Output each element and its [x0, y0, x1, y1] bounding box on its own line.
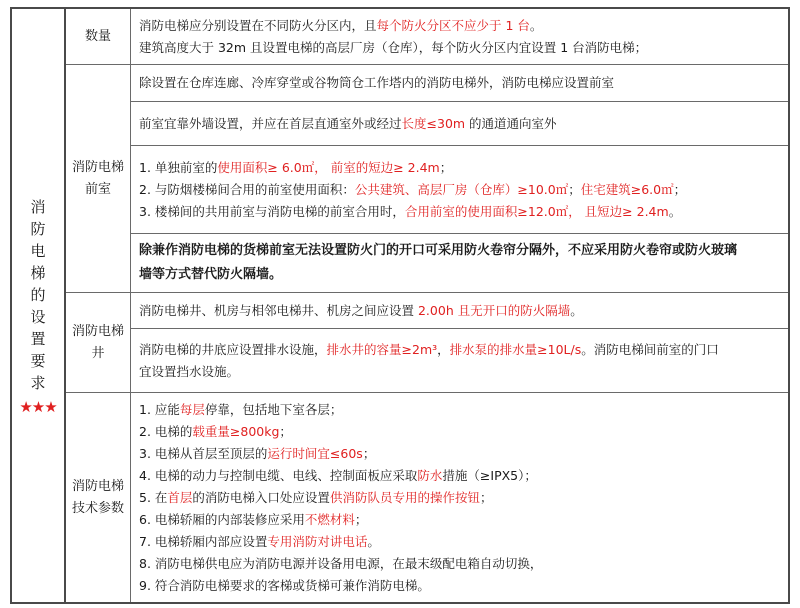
- list-item: [139, 465, 780, 487]
- text-segment: 9. 符合消防电梯要求的客梯或货梯可兼作消防电梯。: [139, 577, 430, 593]
- highlighted-text: 不燃材料: [304, 511, 355, 527]
- shaft-drainage: [131, 329, 788, 393]
- text-segment: 建筑高度大于 32m 且设置电梯的高层厂房（仓库），每个防火分区内宜设置 1 台消防电梯；: [139, 39, 648, 55]
- highlighted-text: 排水泵的排水量≥10L/s: [449, 341, 582, 357]
- text-segment: 8. 消防电梯供电应为消防电源并设备用电源，在最末级配电箱自动切换，: [139, 555, 543, 571]
- text-line: [139, 361, 780, 383]
- text-segment: ；: [479, 489, 493, 505]
- shaft-wall: [131, 293, 788, 329]
- text-segment: 1. 单独前室的: [139, 159, 218, 175]
- text-line: [139, 201, 780, 223]
- text-segment: 的消防电梯入口处应设置: [192, 489, 330, 505]
- highlighted-text: 公共建筑、高层厂房（仓库）≥10.0㎡: [354, 181, 569, 197]
- requirements-table: [10, 7, 790, 604]
- category-anteroom: 消防电梯前室: [66, 65, 131, 293]
- text-segment: ，: [437, 341, 450, 357]
- text-segment: ；: [354, 511, 368, 527]
- text-segment: 除设置在仓库连廊、冷库穿堂或谷物筒仓工作塔内的消防电梯外，消防电梯应设置前室: [139, 75, 615, 90]
- anteroom-location: [131, 102, 788, 146]
- text-segment: 。: [570, 302, 583, 318]
- text-segment: 墙等方式替代防火隔墙。: [139, 267, 283, 282]
- text-segment: 4. 电梯的动力与控制电缆、电线、控制面板应采取: [139, 467, 418, 483]
- highlighted-text: 每层: [179, 401, 205, 417]
- tech-params: [131, 393, 788, 602]
- highlighted-text: 首层: [167, 489, 193, 505]
- text-segment: 宜设置挡水设施。: [139, 363, 240, 379]
- text-segment: 1. 应能: [139, 401, 180, 417]
- text-line: [139, 300, 780, 322]
- text-segment: ；: [673, 181, 687, 197]
- text-segment: 消防电梯井、机房与相邻电梯井、机房之间应设置: [139, 302, 418, 318]
- text-line: [139, 239, 780, 263]
- category-shaft: 消防电梯井: [66, 293, 131, 393]
- text-segment: 除兼作消防电梯的货梯前室无法设置防火门的开口可采用防火卷帘分隔外，不应采用防火卷帘或防火玻璃: [139, 243, 738, 258]
- text-segment: 的通道通向室外: [465, 115, 557, 131]
- list-item: [139, 443, 780, 465]
- text-segment: ；: [568, 181, 581, 197]
- text-segment: 3. 电梯从首层至顶层的: [139, 445, 268, 461]
- importance-stars: ★★★: [19, 397, 57, 416]
- highlighted-text: 使用面积≥ 6.0㎡， 前室的短边≥ 2.4m: [217, 159, 440, 175]
- main-heading: 消 防 电 梯 的 设 置 要 求: [30, 197, 46, 392]
- highlighted-text: 载重量≥800kg: [192, 423, 280, 439]
- text-segment: 6. 电梯轿厢的内部装修应采用: [139, 511, 305, 527]
- text-segment: 。: [668, 203, 682, 219]
- main-heading-column: [12, 9, 66, 602]
- text-segment: 。消防电梯间前室的门口: [581, 341, 719, 357]
- highlighted-text: 住宅建筑≥6.0㎡: [580, 181, 674, 197]
- text-segment: 前室宜靠外墙设置，并应在首层直通室外或经过: [139, 115, 402, 131]
- text-line: [139, 37, 780, 59]
- list-item: [139, 421, 780, 443]
- text-segment: 5. 在: [139, 489, 168, 505]
- text-segment: 消防电梯的井底应设置排水设施，: [139, 341, 327, 357]
- text-segment: 消防电梯应分别设置在不同防火分区内，且: [139, 17, 377, 33]
- text-segment: 2. 电梯的: [139, 423, 193, 439]
- highlighted-text: 专用消防对讲电话: [267, 533, 368, 549]
- text-segment: ；: [362, 445, 376, 461]
- list-item: [139, 553, 780, 575]
- text-segment: 3. 楼梯间的共用前室与消防电梯的前室合用时，: [139, 203, 405, 219]
- highlighted-text: 每个防火分区不应少于 1 台: [376, 17, 530, 33]
- anteroom-partition: [131, 234, 788, 293]
- text-segment: 停靠，包括地下室各层；: [204, 401, 343, 417]
- list-item: [139, 487, 780, 509]
- category-tech: 消防电梯技术参数: [66, 393, 131, 602]
- text-line: [139, 157, 780, 179]
- anteroom-requirement: [131, 65, 788, 102]
- text-line: [139, 113, 780, 135]
- text-segment: 措施（≥IPX5）；: [442, 467, 537, 483]
- category-quantity: 数量: [66, 9, 131, 65]
- text-segment: 7. 电梯轿厢内部应设置: [139, 533, 268, 549]
- text-line: [139, 263, 780, 287]
- highlighted-text: 防水: [417, 467, 443, 483]
- highlighted-text: 长度≤30m: [401, 115, 466, 131]
- highlighted-text: 合用前室的使用面积≥12.0㎡， 且短边≥ 2.4m: [404, 203, 669, 219]
- highlighted-text: 运行时间宜≤60s: [267, 445, 363, 461]
- text-segment: ；: [279, 423, 292, 439]
- text-line: [139, 15, 780, 37]
- quantity-cell: [131, 9, 788, 65]
- text-line: [139, 72, 780, 94]
- text-line: [139, 179, 780, 201]
- highlighted-text: 2.00h 且无开口的防火隔墙: [417, 302, 571, 318]
- list-item: [139, 509, 780, 531]
- highlighted-text: 供消防队员专用的操作按钮: [329, 489, 480, 505]
- text-segment: 。: [529, 17, 543, 33]
- list-item: [139, 575, 780, 597]
- list-item: [139, 531, 780, 553]
- text-segment: ；: [439, 159, 453, 175]
- text-line: [139, 339, 780, 361]
- highlighted-text: 排水井的容量≥2m³: [326, 341, 438, 357]
- anteroom-area: [131, 146, 788, 234]
- text-segment: 。: [367, 533, 380, 549]
- text-segment: 2. 与防烟楼梯间合用的前室使用面积：: [139, 181, 355, 197]
- list-item: [139, 399, 780, 421]
